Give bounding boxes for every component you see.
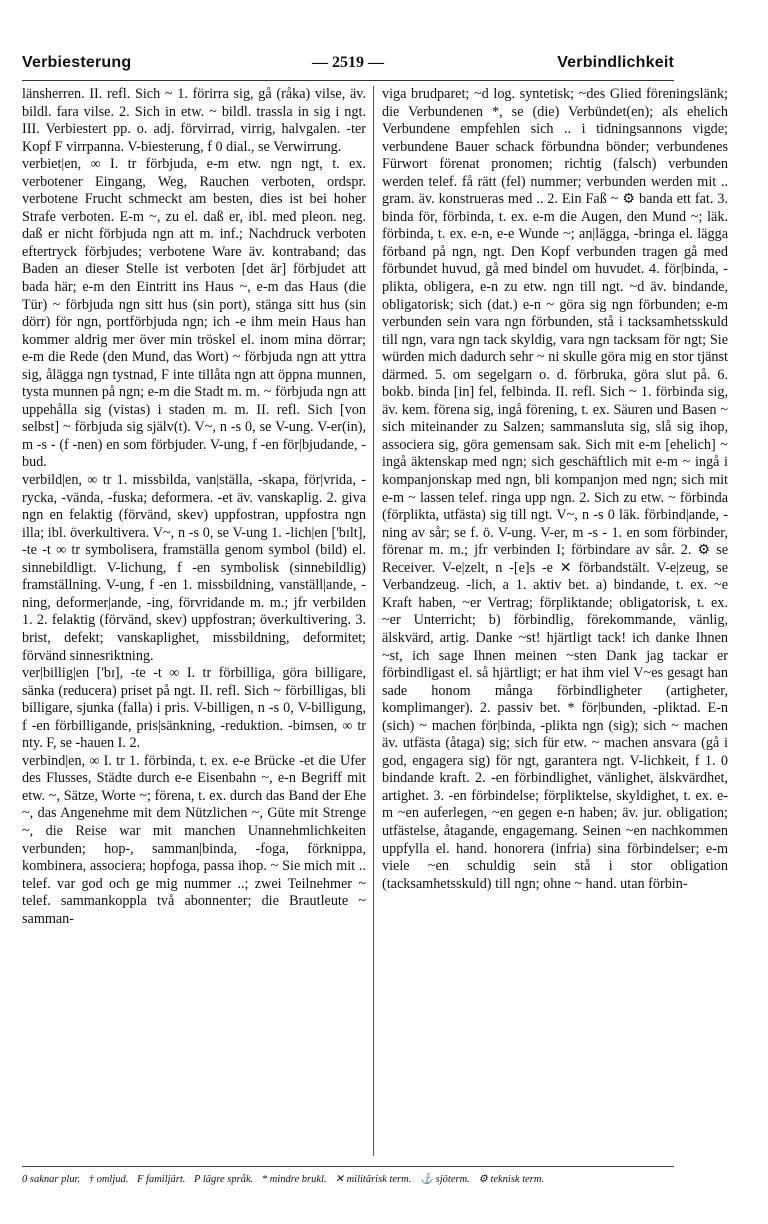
header-divider [22, 80, 674, 81]
legend-item: ✕ militärisk term. [335, 1174, 412, 1185]
page-number: — 2519 — [312, 54, 384, 71]
legend-item: P lägre språk. [194, 1174, 254, 1185]
legend-item: † omljud. [88, 1174, 129, 1185]
left-column [22, 86, 366, 1158]
dictionary-entry: verbild|en, ∞ tr 1. missbilda, van|ställa, -skapa, för|vrida, -rycka, -vända, -fuska; deformera. -et äv. vanskaplig. 2. giva ngn en felaktig (förvänd, skev) uppfostran, uppfostra ngn illa; ibl. överkultivera. V~, n -s 0, se V-ung 1. -lich|en ['bɪlt], -te -t ∞ tr symbolisera, framställa genom symbol (bild) el. sinnebildligt. V-lichung, f -en symbolisk (sinnebildlig) framställning. V-ung, f -en 1. missbildning, vanställ|ande, -ning, deformer|ande, -ing, förvridande m. m.; jfr verbilden 1. 2. felaktig (förvänd, skev) uppfostran; överkultivering. 3. brist, defekt; vanskaplighet, missbildning, deformitet; förvänd sinnesriktning. [22, 472, 366, 664]
left-guide-word: Verbiesterung [22, 54, 132, 71]
legend-item: ⚓ sjöterm. [419, 1174, 470, 1185]
dictionary-entry: länsherren. II. refl. Sich ~ 1. förirra sig, gå (råka) vilse, äv. bildl. fara vilse. 2. Sich in etw. ~ bildl. trassla in sig i ngt. III. Verbiestert pp. o. adj. förvirrad, virrig, halvgalen. -ter Kopf F virrpanna. V-biesterung, f 0 dial., se Verwirrung. [22, 86, 366, 155]
legend-item: * mindre brukl. [261, 1174, 327, 1185]
dictionary-entry: viga brudparet; ~d log. syntetisk; ~des Glied föreningslänk; die Verbundenen *, se (die) Verbündet(en); als ehelich Verbundene empfehlen sich .. i tidningsannons vigde; verbundene Bauer schack förbundna bönder; verbundenes Fürwort förenat pronomen; richtig (falsch) verbunden werden telef. få rätt (fel) nummer; verbunden werden mit .. gram. äv. konstrueras med .. 2. Ein Faß ~ ⚙ banda ett fat. 3. binda för, förbinda, t. ex. e-m die Augen, den Mund ~; läk. förbinda, t. ex. e-n, e-e Wunde ~; an|lägga, -bringa el. lägga förband på ngn, ngt. Den Kopf verbunden tragen gå med förbundet huvud, gå med bindel om huvudet. 4. för|binda, -plikta, obligera, e-n zu etw. ngn till ngt. ~d äv. bindande, obligatorisk; sich (dat.) e-n ~ göra sig ngn förbunden; e-m verbunden sein vara ngn förbunden, stå i tacksamhetsskuld till ngn, vara ngn tack skyldig, vara ngn tacksam för ngt; Sie würden mich dadurch sehr ~ ni skulle göra mig en stor tjänst därmed. 5. om segelgarn o. d. förbruka, göra slut på. 6. bokb. binda [in] fel, felbinda. II. refl. Sich ~ 1. förbinda sig, äv. kem. förena sig, ingå förening, t. ex. Säuren und Basen ~ sich miteinander zu Salzen; sammansluta sig, slå sig ihop, associera sig, göra gemensam sak. Sich mit e-m [ehelich] ~ ingå äktenskap med ngn; sich geschäftlich mit e-m ~ ingå i kompanjonskap med ngn, bli kompanjon med ngn; sich mit e-m ~ lassen telef. ringa upp ngn. 2. Sich zu etw. ~ förbinda (förplikta, utfästa) sig till ngt. V~, n -s 0 läk. förbind|ande, -ning av sår; se f. ö. V-ung. V-er, m -s - 1. en som förbinder, förenar m. m.; jfr verbinden I; förbindare av sår. 2. ⚙ se Receiver. V-e|zelt, n -[e]s -e ✕ förbandstält. V-e|zeug, se Verbandzeug. -lich, a 1. aktiv bet. a) bindande, t. ex. ~e Kraft haben, ~er Vertrag; förpliktande; obligatorisk, t. ex. ~er Unterricht; b) förbindlig, förekommande, vänlig, älskvärd, artig. Danke ~st! hjärtligt tack! ich danke Ihnen ~st, ich sage Ihnen meinen ~sten Dank jag tackar er förbindligast el. så hjärtligt; er hat ihm viel V~es gesagt han sade honom många förbindligheter (artigheter, komplimanger). 2. passiv bet. * för|bunden, -pliktad. E-n (sich) ~ machen för|binda, -plikta ngn (sig); sich ~ machen äv. utfästa (åtaga) sig; sich für etw. ~ machen ansvara (gå i god, engagera sig) för ngt, garantera ngt. V-lichkeit, f 1. 0 bindande kraft. 2. -en förbindlighet, vänlighet, älskvärdhet, artighet. 3. -en förbindelse; förpliktelse, skyldighet, t. ex. e-m ~en auferlegen, ~en gegen e-n haben; äv. jur. obligation; utfästelse, åtagande, engagemang. Seinen ~en nachkommen uppfylla el. hand. honorera (infria) sina förbindelser; e-m viele ~en schuldig sein stå i stor obligation (tacksamhetsskuld) till ngn; ohne ~ hand. utan förbin- [382, 86, 728, 892]
footer-divider [22, 1166, 674, 1167]
dictionary-entry: verbiet|en, ∞ I. tr förbjuda, e-m etw. ngn ngt, t. ex. verbotener Eingang, Weg, Rauchen verboten, ordspr. verbotene Frucht schmeckt am besten, dies ist bei hoher Strafe verboten. E-m ~, zu el. daß er, ibl. med pleon. neg. daß er nicht förbjuda ngn att m. inf.; Nachdruck verboten eftertryck förbjudes; verbotene Ware äv. kontraband; das Baden an dieser Stelle ist verboten [det är] förbjudet att bada här; e-m den Eintritt ins Haus ~, e-m das Haus (die Tür) ~ förbjuda ngn sitt hus (sin port), stänga sitt hus (sin dörr) för ngn, portförbjuda ngn; ich -e ihm mein Haus han kommer aldrig mer över min tröskel el. inom mina dörrar; e-m die Rede (den Mund, das Wort) ~ förbjuda ngn att yttra sig, ålägga ngn tystnad, F inte tillåta ngn att öppna munnen, tysta munnen på ngn; e-m die Stadt m. m. ~ förbjuda ngn att uppehålla sig (vistas) i staden m. m. II. refl. Sich [von selbst] ~ förbjuda sig själv(t). V~, n -s 0, se V-ung. V-er(in), m -s - (f -nen) en som förbjuder. V-ung, f -en för|bjudande, -bud. [22, 156, 366, 471]
legend-item: 0 saknar plur. [22, 1174, 81, 1185]
page-header [22, 54, 674, 80]
abbreviation-legend [22, 1172, 674, 1192]
right-guide-word: Verbindlichkeit [557, 54, 674, 71]
legend-item: F familjärt. [136, 1174, 186, 1185]
legend-item: ⚙ teknisk term. [478, 1174, 545, 1185]
dictionary-entry: ver|billig|en ['bɪ], -te -t ∞ I. tr förbilliga, göra billigare, sänka (reducera) priset på ngt. II. refl. Sich ~ förbilligas, bli billigare, sjunka (falla) i pris. V-billigen, n -s 0, V-billigung, f -en förbilligande, pris|sänkning, -reduktion. -bimsen, ∞ tr nty. F, se -hauen I. 2. [22, 665, 366, 752]
right-column [382, 86, 728, 1158]
column-divider [373, 86, 374, 1156]
dictionary-entry: verbind|en, ∞ I. tr 1. förbinda, t. ex. e-e Brücke -et die Ufer des Flusses, Städte durch e-e Eisenbahn ~, e-n Begriff mit etw. ~, Sätze, Worte ~; förena, t. ex. durch das Band der Ehe ~, das Angenehme mit dem Nützlichen ~, Güte mit Strenge ~, die Reise war mit manchen Unannehmlichkeiten verbunden; hop-, samman|binda, -foga, förknippa, kombinera, associera; hopfoga, passa ihop. ~ Sie mich mit .. telef. var god och ge mig nummer ..; zwei Teilnehmer ~ telef. sammankoppla två abonnenter; die Brautleute ~ samman- [22, 752, 366, 927]
